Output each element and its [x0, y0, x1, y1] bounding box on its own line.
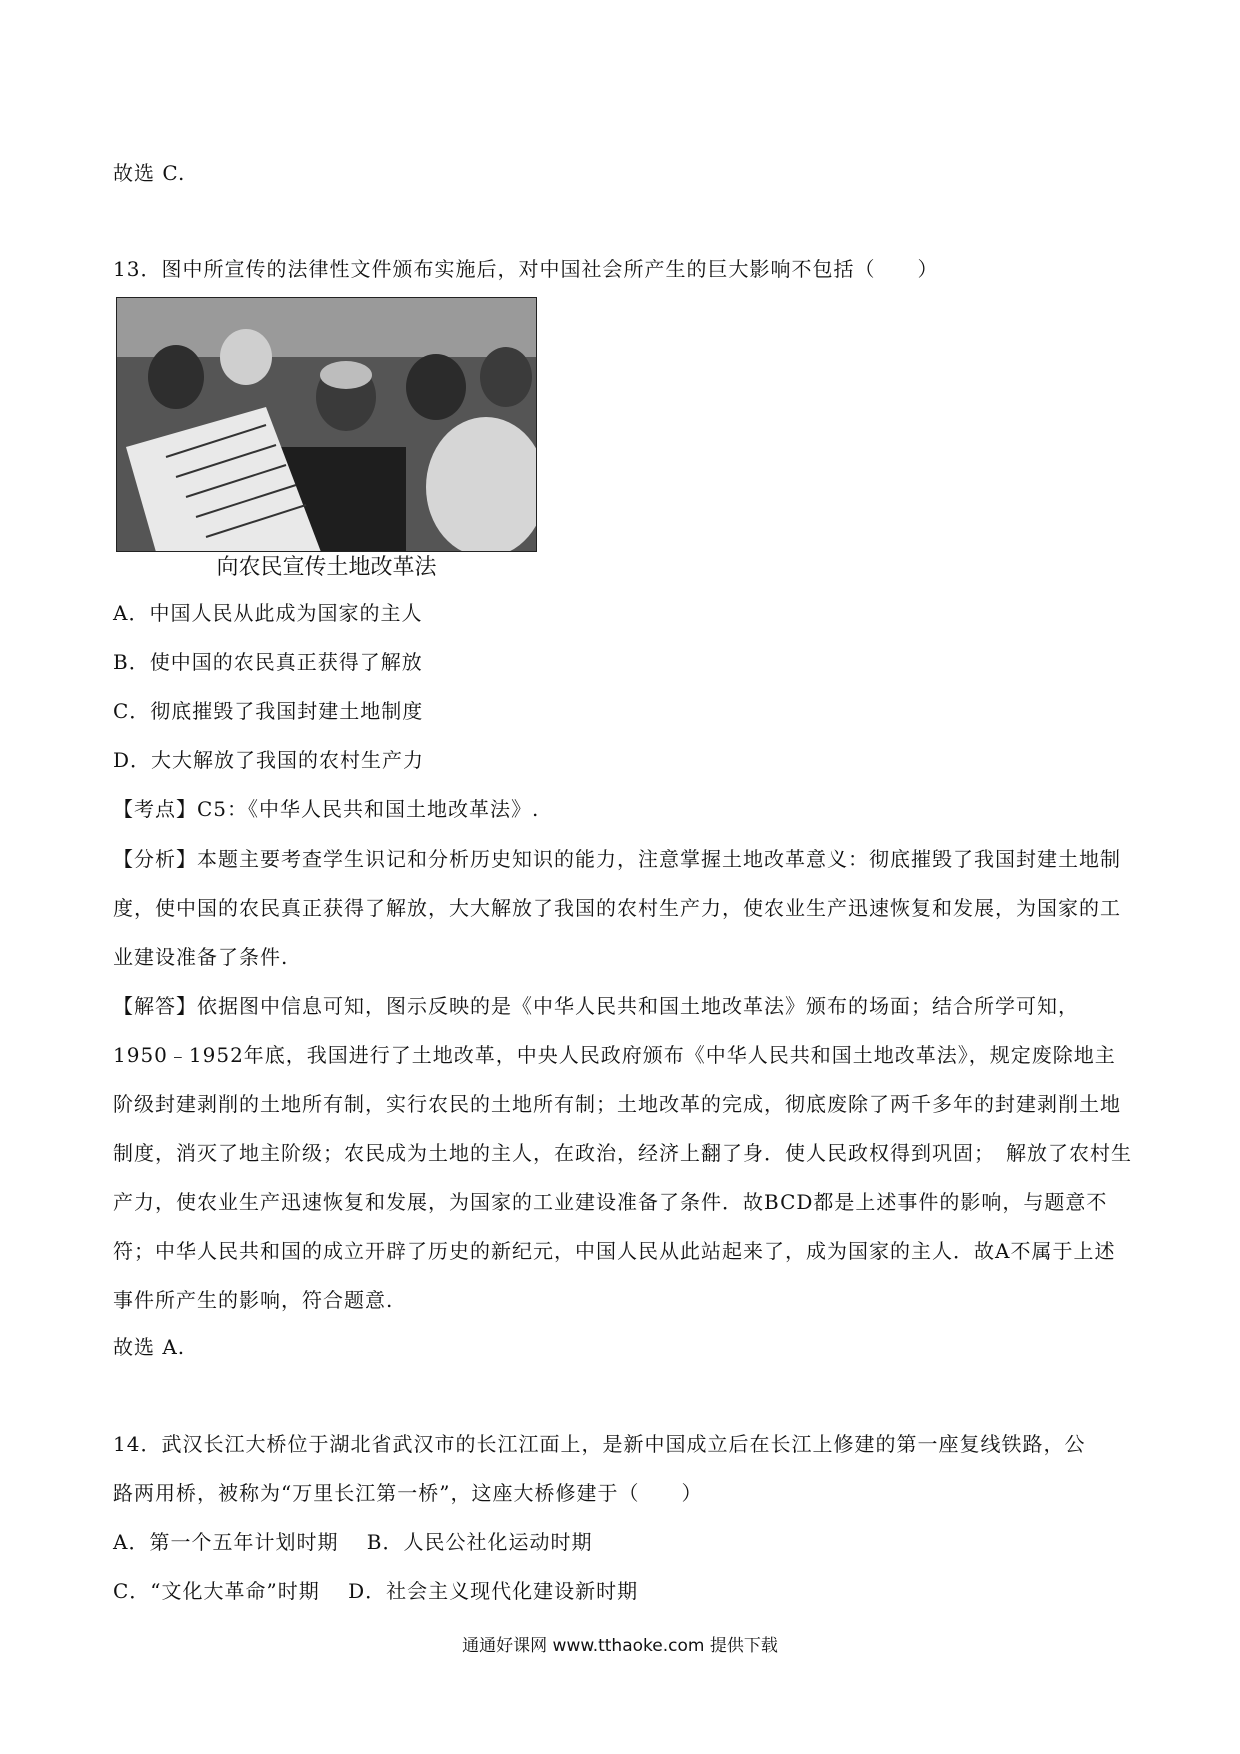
q13-option-d: D．大大解放了我国的农村生产力 [113, 748, 425, 772]
q14-options-row2: C．“文化大革命”时期 D．社会主义现代化建设新时期 [113, 1579, 639, 1603]
photo-caption: 向农民宣传土地改革法 [216, 555, 437, 580]
q13-answer: 故选 A. [113, 1335, 186, 1359]
land-reform-photo [116, 297, 537, 552]
q13-option-b: B．使中国的农民真正获得了解放 [113, 650, 423, 674]
question-14-stem-line1: 14．武汉长江大桥位于湖北省武汉市的长江江面上，是新中国成立后在长江上修建的第一座复线铁路，公 [113, 1432, 1086, 1456]
page-footer: 通通好课网 www.tthaoke.com 提供下载 [462, 1636, 778, 1656]
q14-options-row1: A．第一个五年计划时期 B．人民公社化运动时期 [113, 1530, 593, 1554]
q13-analysis: 【分析】本题主要考查学生识记和分析历史知识的能力，注意掌握土地改革意义：彻底摧毁了我国封建土地制度，使中国的农民真正获得了解放，大大解放了我国的农村生产力，使农业生产迅速恢复和发展，为国家的工业建设准备了条件. [113, 847, 1121, 969]
q13-option-c: C．彻底摧毁了我国封建土地制度 [113, 699, 424, 723]
question-13-stem: 13．图中所宣传的法律性文件颁布实施后，对中国社会所产生的巨大影响不包括（ ） [113, 257, 939, 281]
previous-answer: 故选 C. [113, 161, 186, 185]
q13-solution: 【解答】依据图中信息可知，图示反映的是《中华人民共和国土地改革法》颁布的场面；结合所学可知，1950﹣1952年底，我国进行了土地改革，中央人民政府颁布《中华人民共和国土地改革法》，规定废除地主阶级封建剥削的土地所有制，实行农民的土地所有制；土地改革的完成，彻底废除了两千多年的封建剥削土地制度，消灭了地主阶级；农民成为土地的主人，在政治，经济上翻了身．使人民政权得到巩固； 解放了农村生产力，使农业生产迅速恢复和发展，为国家的工业建设准备了条件．故BCD都是上述事件的影响，与题意不符；中华人民共和国的成立开辟了历史的新纪元，中国人民从此站起来了，成为国家的主人．故A不属于上述事件所产生的影响，符合题意. [113, 994, 1132, 1312]
q13-kaodian: 【考点】C5：《中华人民共和国土地改革法》. [113, 797, 540, 821]
question-14-stem-line2: 路两用桥，被称为“万里长江第一桥”，这座大桥修建于（ ） [113, 1481, 703, 1505]
photo-illustration [116, 297, 537, 552]
q13-option-a: A．中国人民从此成为国家的主人 [113, 601, 423, 625]
